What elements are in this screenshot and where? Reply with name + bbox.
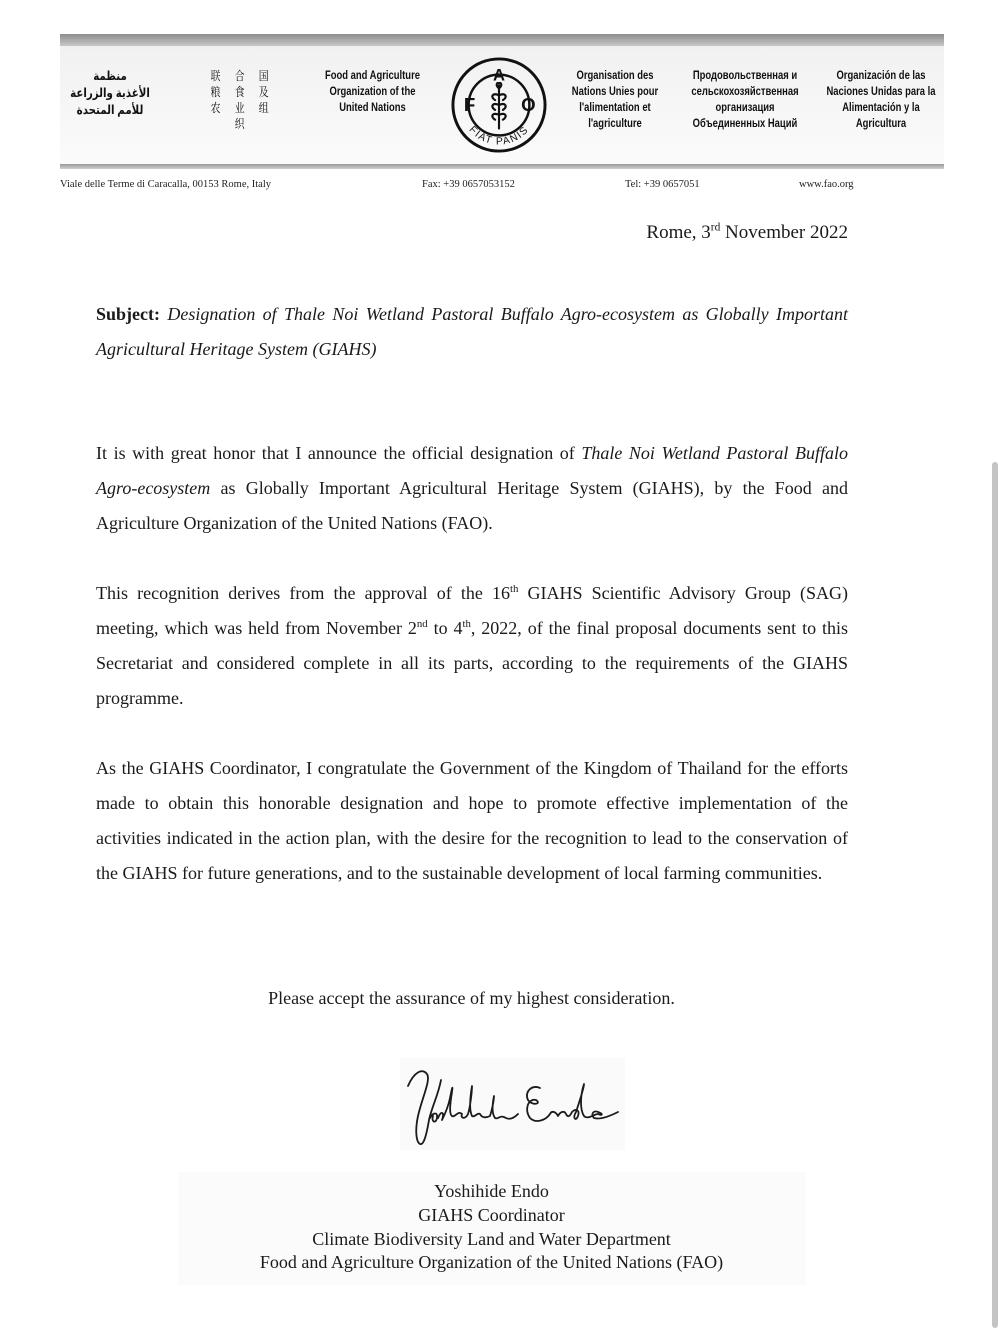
ordinal: th — [462, 618, 471, 630]
english-line: Food and Agriculture — [324, 70, 420, 82]
letterhead-english — [313, 68, 432, 116]
english-line: Organization of the — [329, 86, 416, 98]
letterhead-french — [558, 68, 673, 132]
handwritten-signature — [400, 1058, 625, 1150]
french-line: Nations Unies pour — [571, 86, 659, 98]
russian-line: сельскохозяйственная — [691, 86, 799, 98]
date-suffix: November 2022 — [720, 222, 848, 243]
paragraph1-text: It is with great honor that I announce the official designation of — [96, 443, 582, 463]
letterhead-bottom-rule — [60, 164, 944, 169]
russian-line: организация — [715, 102, 775, 114]
french-line: Organisation des — [576, 70, 654, 82]
chinese-line: 粮 食 及 — [210, 85, 275, 99]
arabic-line: للأمم المتحدة — [76, 103, 144, 117]
paragraph1-text: as Globally Important Agricultural Heritage System (GIAHS), by the Food and Agriculture Organization of the United Nations (FAO). — [96, 478, 848, 533]
logo-letter-f: F — [463, 93, 476, 115]
fao-logo-icon — [450, 56, 548, 154]
letter-date — [646, 222, 848, 244]
date-prefix: Rome, 3 — [646, 222, 711, 243]
french-line: l'agriculture — [588, 118, 642, 130]
english-line: United Nations — [339, 102, 406, 114]
paragraph2-text: GIAHS Scientific Advisory Group (SAG) meeting, which was held from November 2 — [96, 583, 848, 638]
date-ordinal: rd — [710, 221, 721, 234]
paragraph-congratulations: As the GIAHS Coordinator, I congratulate the Government of the Kingdom of Thailand for the efforts made to obtain this honorable designation and hope to promote effective implementation of the activities indicated in the action plan, with the desire for the recognition to lead to the conservation of the GIAHS for future generations, and to the sustainable development of local farming communities. — [96, 758, 848, 883]
letterhead-address: Viale delle Terme di Caracalla, 00153 Rome, Italy — [60, 179, 271, 190]
chinese-line: 联 合 国 — [210, 69, 275, 83]
paragraph2-text: to 4 — [427, 618, 463, 638]
arabic-line: منظمة — [93, 69, 127, 83]
french-line: l'alimentation et — [579, 102, 651, 114]
ordinal: th — [509, 583, 519, 595]
letterhead-chinese — [199, 68, 285, 132]
paragraph-announcement — [96, 436, 848, 541]
letterhead-fax: Fax: +39 0657053152 — [422, 179, 515, 190]
signatory-title: GIAHS Coordinator — [418, 1205, 565, 1225]
paragraph-recognition — [96, 576, 848, 716]
ordinal: nd — [416, 618, 428, 630]
letterhead-tel: Tel: +39 0657051 — [625, 179, 700, 190]
letterhead-arabic — [65, 68, 155, 119]
logo-letter-o: O — [521, 93, 536, 115]
russian-line: Продовольственная и — [692, 70, 798, 82]
spanish-line: Organización de las — [836, 70, 926, 82]
signatory-department: Climate Biodiversity Land and Water Department — [312, 1229, 671, 1249]
letterhead-top-rule — [60, 34, 944, 46]
subject-line — [96, 297, 848, 367]
logo-letter-a: A — [492, 65, 506, 85]
russian-line: Объединенных Наций — [692, 118, 798, 130]
paragraph2-text: This recognition derives from the approval of the 16 — [96, 583, 510, 603]
subject-text: Designation of Thale Noi Wetland Pastoral Buffalo Agro-ecosystem as Globally Important Agricultural Heritage System (GIAHS) — [96, 304, 849, 359]
letterhead-spanish — [819, 68, 944, 132]
spanish-line: Naciones Unidas para la — [826, 86, 936, 98]
subject-label: Subject: — [96, 304, 160, 324]
closing-line: Please accept the assurance of my highest consideration. — [268, 988, 675, 1008]
signatory-organization: Food and Agriculture Organization of the United Nations (FAO) — [259, 1252, 724, 1272]
site-name: Thale Noi Wetland Pastoral Buffalo Agro-ecosystem — [96, 443, 848, 498]
signatory-name: Yoshihide Endo — [434, 1181, 549, 1201]
letterhead-russian — [679, 68, 810, 132]
letterhead-website: www.fao.org — [799, 179, 854, 190]
chinese-line: 农 业 组 织 — [210, 101, 275, 131]
page-scrollbar[interactable] — [992, 462, 998, 1328]
spanish-line: Alimentación y la — [842, 102, 920, 114]
arabic-line: الأغذية والزراعة — [70, 86, 150, 100]
paragraph2-text: , 2022, of the final proposal documents sent to this Secretariat and considered complete in all its parts, according to the requirements of the GIAHS programme. — [96, 618, 848, 708]
logo-motto: FIAT PANIS — [466, 124, 532, 148]
spanish-line: Agricultura — [855, 118, 907, 130]
